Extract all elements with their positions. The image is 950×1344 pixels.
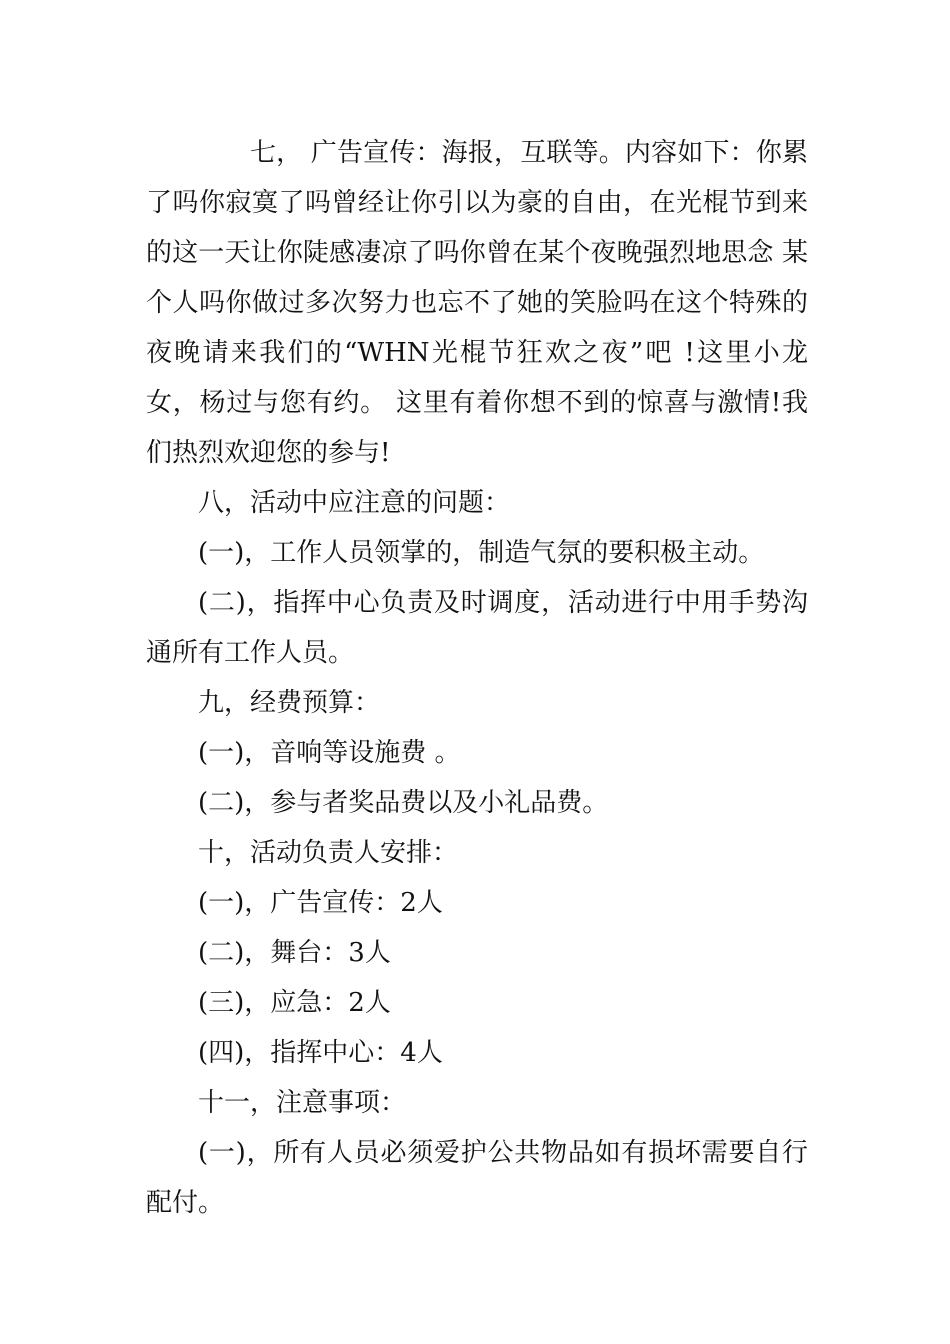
paragraph-item: (一)，音响等设施费 。 bbox=[198, 738, 461, 768]
paragraph-item: (一)，所有人员必须爱护公共物品如有损坏需要自行配付。 bbox=[146, 1138, 808, 1218]
paragraph-heading-10: 十，活动负责人安排： bbox=[198, 838, 459, 868]
paragraph-heading-11: 十一，注意事项： bbox=[198, 1088, 407, 1118]
paragraph-item: (二)，舞台：3人 bbox=[198, 938, 391, 968]
document-body bbox=[146, 128, 808, 1228]
paragraph-heading-8: 八，活动中应注意的问题： bbox=[198, 488, 511, 518]
paragraph-item: (一)，工作人员领掌的，制造气氛的要积极主动。 bbox=[198, 538, 765, 568]
paragraph-heading-9: 九，经费预算： bbox=[198, 688, 381, 718]
paragraph-item: (四)，指挥中心：4人 bbox=[198, 1038, 443, 1068]
paragraph-ad-content: 七， 广告宣传：海报，互联等。内容如下：你累了吗你寂寞了吗曾经让你引以为豪的自由，在光棍节到来的这一天让你陡感凄凉了吗你曾在某个夜晚强烈地思念 某个人吗你做过多次努力也忘不了她的笑脸吗在这个特殊的夜晚请来我们的“WHN光棍节狂欢之夜”吧 !这里小龙女，杨过与您有约。 这里有着你想不到的惊喜与激情!我们热烈欢迎您的参与! bbox=[146, 138, 808, 468]
paragraph-item: (二)，指挥中心负责及时调度，活动进行中用手势沟通所有工作人员。 bbox=[146, 588, 808, 668]
paragraph-item: (一)，广告宣传：2人 bbox=[198, 888, 443, 918]
paragraph-item: (二)，参与者奖品费以及小礼品费。 bbox=[198, 788, 609, 818]
paragraph-item: (三)，应急：2人 bbox=[198, 988, 391, 1018]
